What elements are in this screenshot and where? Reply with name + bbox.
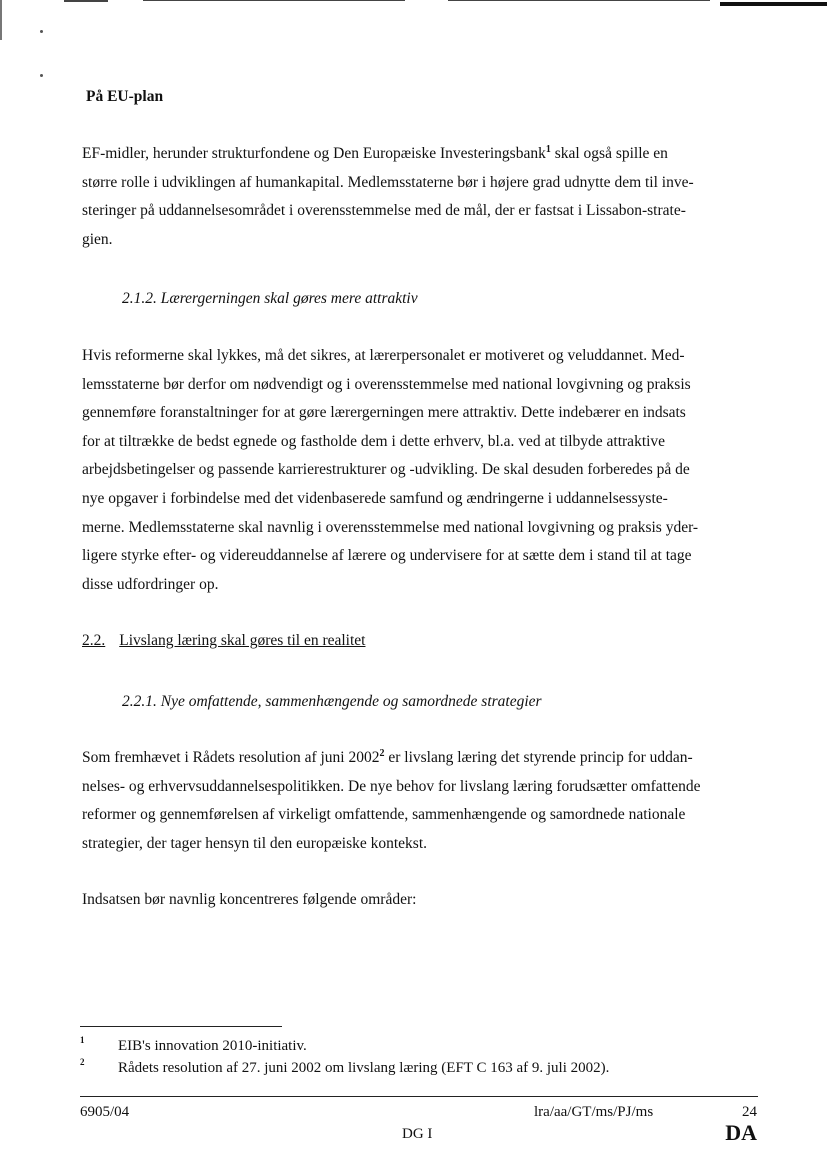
- scan-artifact-line: [720, 2, 827, 6]
- text-line: disse udfordringer op.: [82, 575, 219, 593]
- paragraph-focus-areas: [82, 886, 762, 915]
- scan-speck: [40, 30, 43, 33]
- section-heading: På EU-plan: [86, 88, 164, 105]
- text-line: lemsstaterne bør derfor om nødvendigt og i overensstemmelse med national lovgivning og praksis: [82, 375, 691, 393]
- text-line: større rolle i udviklingen af humankapital. Medlemsstaterne bør i højere grad udnytte dem til inve-: [82, 173, 694, 191]
- section-title: [82, 630, 365, 652]
- text-line: ligere styrke efter- og videreuddannelse af lærere og undervisere for at sætte dem i stand til at tage: [82, 547, 692, 565]
- text-line: Som fremhævet i Rådets resolution af juni 2002$^2$ er livslang læring det styrende princip for uddan-: [82, 748, 693, 766]
- language-code: DA: [725, 1120, 757, 1145]
- text-line: Hvis reformerne skal lykkes, må det sikres, at lærerpersonalet er motiveret og veluddannet. Med-: [82, 347, 685, 364]
- subsection-heading: 2.2.1. Nye omfattende, sammenhængende og samordnede strategier: [122, 693, 542, 710]
- footnote-ref: 2: [379, 748, 385, 759]
- scan-artifact-edge: [0, 0, 2, 40]
- text-line: gien.: [82, 230, 113, 248]
- footnote-divider: [80, 1026, 282, 1027]
- scan-artifact-line: [143, 0, 405, 1]
- section-number: 2.2.: [82, 632, 106, 649]
- text-line: steringer på uddannelsesområdet i overensstemmelse med de mål, der er fastsat i Lissabon-strate-: [82, 202, 686, 220]
- author-initials: lra/aa/GT/ms/PJ/ms: [534, 1104, 654, 1120]
- footnote-text: EIB's innovation 2010-initiativ.: [118, 1038, 307, 1054]
- text-line: merne. Medlemsstaterne skal navnlig i overensstemmelse med national lovgivning og praksis yder-: [82, 518, 699, 536]
- text-line: Indsatsen bør navnlig koncentreres følgende områder:: [82, 891, 417, 908]
- directorate-general: DG I: [402, 1126, 433, 1142]
- text-line: reformer og gennemførelsen af virkeligt omfattende, sammenhængende og samordnede nationale: [82, 806, 686, 824]
- footer-divider: [80, 1096, 758, 1097]
- text-line: strategier, der tager hensyn til den europæiske kontekst.: [82, 834, 428, 852]
- subsection-heading: 2.1.2. Lærergerningen skal gøres mere attraktiv: [122, 290, 418, 307]
- paragraph-lifelong-learning: [82, 744, 762, 858]
- footnote-mark: 2: [80, 1057, 85, 1067]
- paragraph-eu-funds: [82, 140, 762, 254]
- text-line: gennemføre foranstaltninger for at gøre lærergerningen mere attraktiv. Dette indebærer en indsats: [82, 404, 686, 422]
- scan-artifact-line: [64, 0, 108, 2]
- text-line: EF-midler, herunder strukturfondene og Den Europæiske Investeringsbank$^1$ skal også spille en: [82, 144, 668, 162]
- footnote-mark: 1: [80, 1035, 85, 1045]
- scan-artifact-line: [448, 0, 710, 1]
- footnote-ref: 1: [545, 144, 551, 155]
- text-line: for at tiltrække de bedst egnede og fastholde dem i dette erhverv, bl.a. ved at tilbyde attraktive: [82, 432, 666, 450]
- section-title-text: Livslang læring skal gøres til en realitet: [119, 632, 366, 649]
- text-line: nye opgaver i forbindelse med det videnbaserede samfund og ændringerne i uddannelsessyste-: [82, 489, 668, 507]
- text-line: nelses- og erhvervsuddannelsespolitikken. De nye behov for livslang læring forudsætter omfattende: [82, 777, 701, 795]
- footnote-text: Rådets resolution af 27. juni 2002 om livslang læring (EFT C 163 af 9. juli 2002).: [118, 1060, 610, 1076]
- paragraph-teachers: [82, 342, 762, 599]
- text-line: arbejdsbetingelser og passende karrierestrukturer og -udvikling. De skal desuden forberedes på de: [82, 461, 690, 479]
- page-number: 24: [742, 1104, 757, 1120]
- scan-speck: [40, 74, 43, 77]
- document-number: 6905/04: [80, 1104, 130, 1120]
